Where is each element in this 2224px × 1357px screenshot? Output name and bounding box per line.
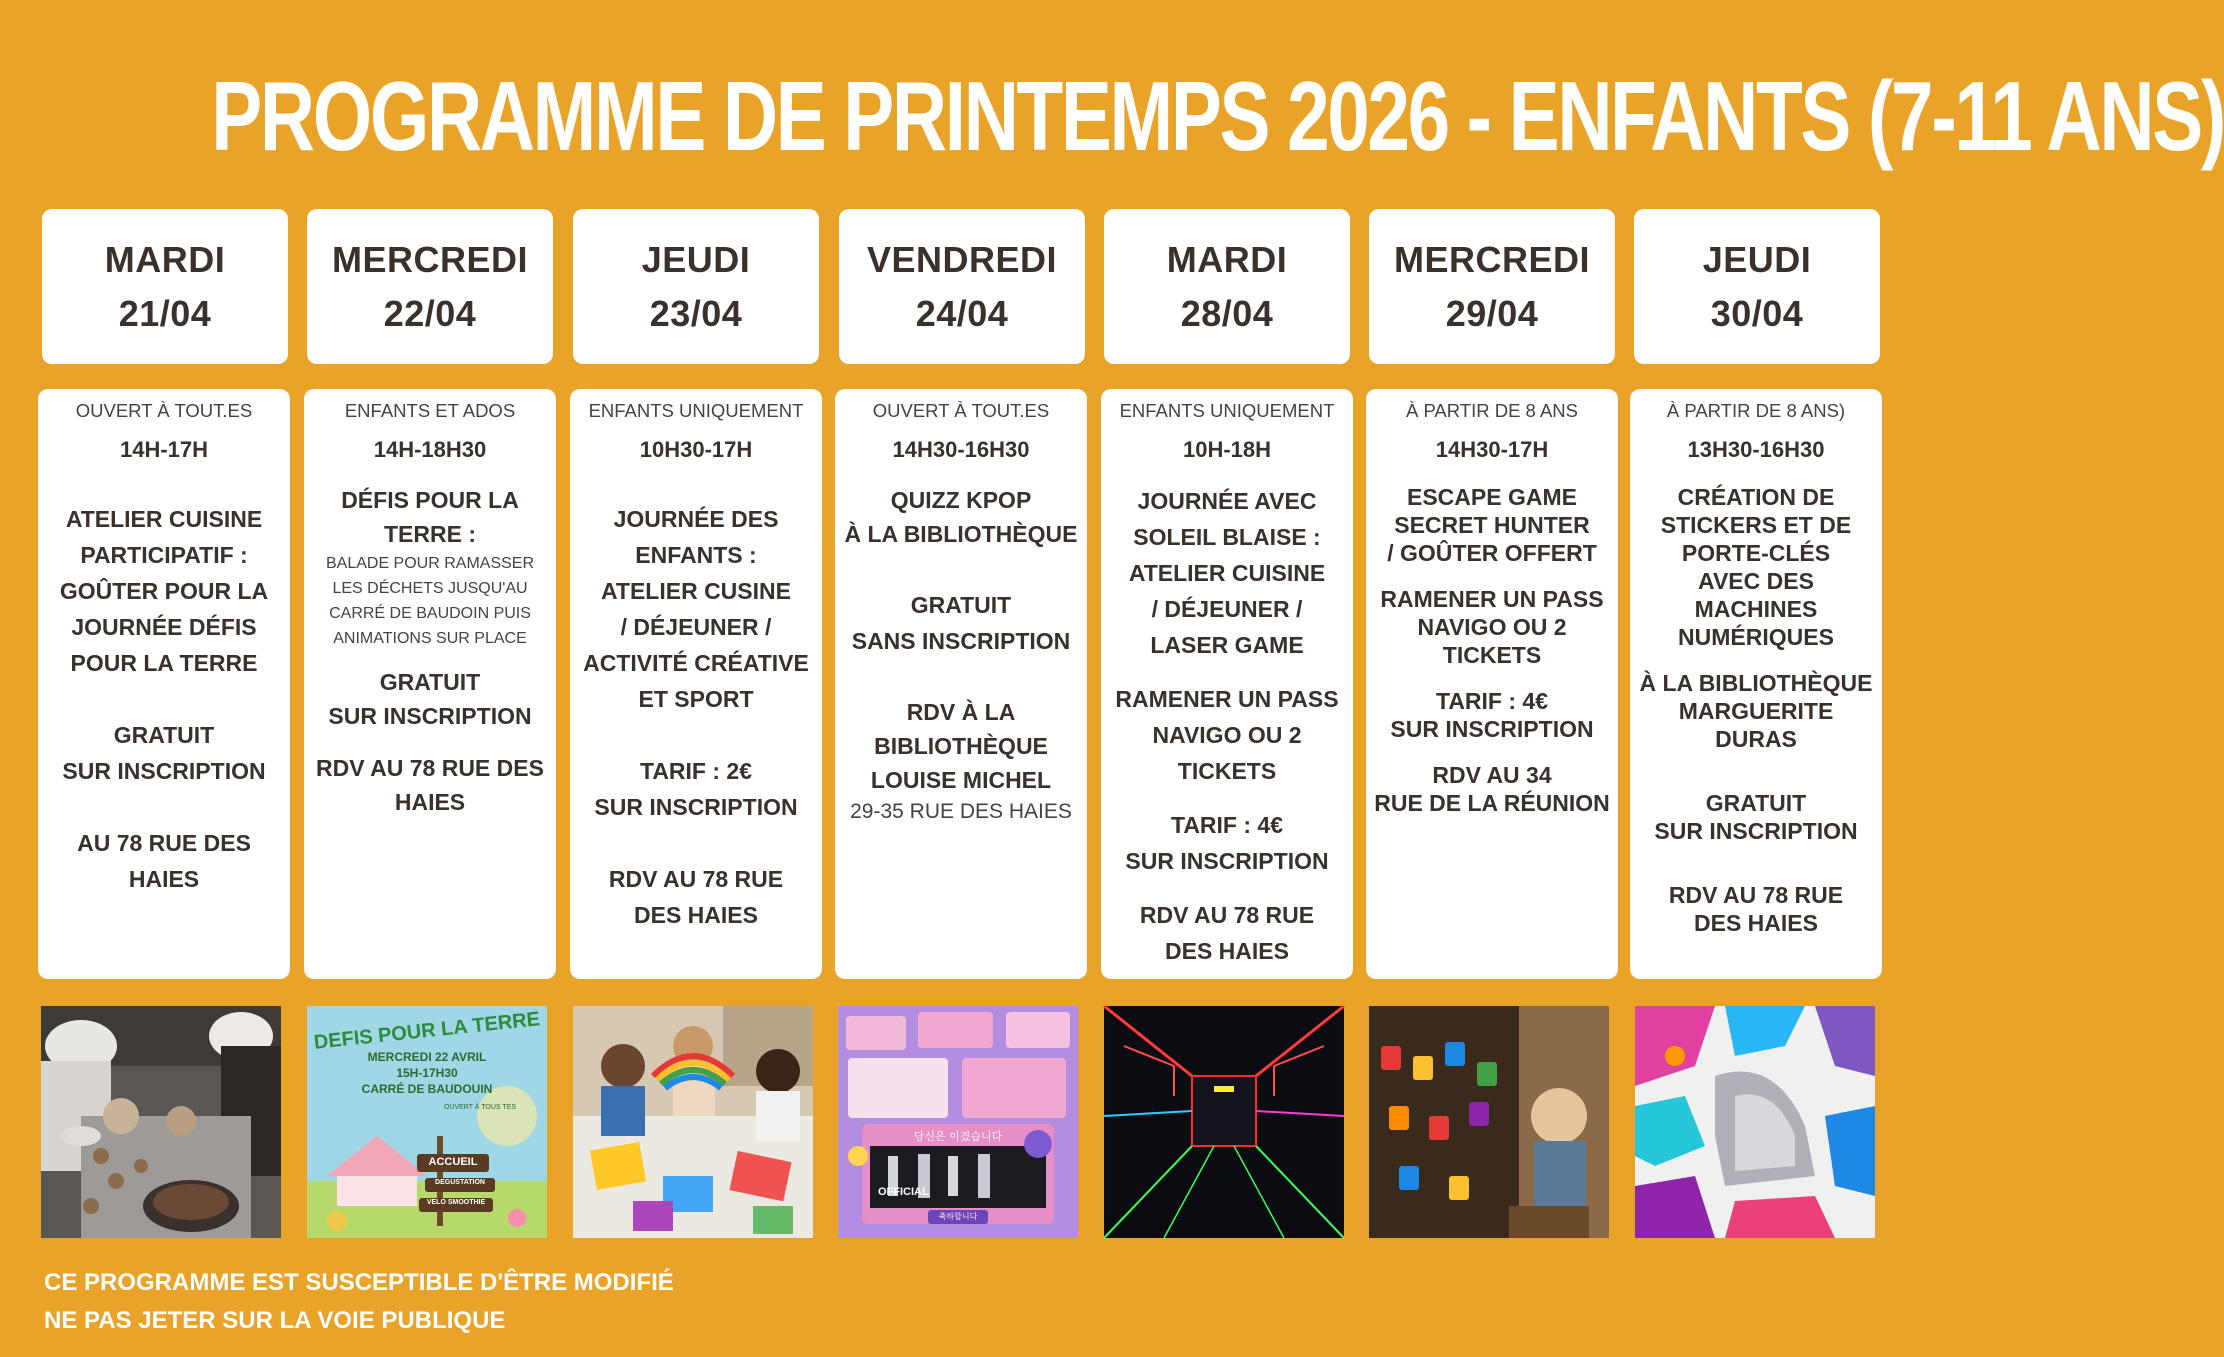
price-line: SUR INSCRIPTION bbox=[1390, 716, 1594, 742]
place-line: BIBLIOTHÈQUE bbox=[874, 733, 1048, 759]
details-line: CARRÉ DE BAUDOIN PUIS bbox=[329, 605, 531, 622]
event-time: 14H-18H30 bbox=[373, 437, 487, 462]
price-line: SUR INSCRIPTION bbox=[62, 758, 266, 784]
day-name: MARDI bbox=[1166, 238, 1288, 280]
price-line: SUR INSCRIPTION bbox=[1125, 848, 1329, 874]
day-header-5 bbox=[1104, 209, 1350, 364]
day-date: 29/04 bbox=[1445, 292, 1539, 334]
details-line: ANIMATIONS SUR PLACE bbox=[333, 630, 527, 647]
price-line: TARIF : 4€ bbox=[1435, 688, 1549, 714]
place-line: DES HAIES bbox=[1694, 910, 1818, 936]
footer-line-1: CE PROGRAMME EST SUSCEPTIBLE D'ÊTRE MODIFIÉ bbox=[44, 1269, 674, 1296]
event-card-2 bbox=[304, 389, 556, 979]
activity-line: POUR LA TERRE bbox=[70, 650, 258, 676]
place-line: HAIES bbox=[394, 789, 466, 815]
price-line: SUR INSCRIPTION bbox=[328, 703, 532, 729]
audience-label: OUVERT À TOUT.ES bbox=[75, 400, 253, 421]
activity-line: PORTE-CLÉS bbox=[1681, 540, 1831, 566]
price-line: SANS INSCRIPTION bbox=[851, 628, 1071, 654]
note-line: TICKETS bbox=[1442, 642, 1542, 668]
note-line: NAVIGO OU 2 bbox=[1152, 722, 1302, 748]
note-line: TICKETS bbox=[1177, 758, 1277, 784]
activity-line: ATELIER CUSINE bbox=[601, 578, 791, 604]
day-date: 22/04 bbox=[383, 292, 477, 334]
activity-line: JOURNÉE DÉFIS bbox=[71, 614, 257, 640]
photo-escape-game bbox=[1369, 1006, 1609, 1238]
audience-label: OUVERT À TOUT.ES bbox=[872, 400, 1050, 421]
poster-sign-smoothie: VELO SMOOTHIE bbox=[426, 1199, 486, 1206]
audience-label: ENFANTS UNIQUEMENT bbox=[588, 400, 804, 421]
activity-line: ATELIER CUISINE bbox=[1128, 560, 1326, 586]
place-line: RDV AU 78 RUE DES bbox=[316, 755, 544, 781]
event-time: 14H-17H bbox=[119, 437, 209, 462]
note-line: NAVIGO OU 2 bbox=[1417, 614, 1567, 640]
event-card-5 bbox=[1101, 389, 1353, 979]
page-title: PROGRAMME DE PRINTEMPS 2026 - ENFANTS (7-11 ANS) bbox=[211, 61, 2224, 171]
kpop-banner: 당신은 이겼습니다 bbox=[913, 1130, 1003, 1143]
activity-line: GOÛTER POUR LA bbox=[59, 578, 269, 604]
activity-line: JOURNÉE DES bbox=[613, 506, 779, 532]
price-line: SUR INSCRIPTION bbox=[1654, 818, 1858, 844]
activity-line: SOLEIL BLAISE : bbox=[1133, 524, 1321, 550]
day-date: 30/04 bbox=[1710, 292, 1804, 334]
place-line: RDV AU 78 RUE bbox=[608, 866, 784, 892]
activity-line: ESCAPE GAME bbox=[1407, 484, 1577, 510]
price-line: GRATUIT bbox=[379, 669, 481, 695]
details-line: LES DÉCHETS JUSQU'AU bbox=[332, 580, 528, 597]
day-header-7 bbox=[1634, 209, 1880, 364]
place-line: HAIES bbox=[128, 866, 200, 892]
day-header-6 bbox=[1369, 209, 1615, 364]
event-time: 10H30-17H bbox=[639, 437, 753, 462]
event-time: 14H30-17H bbox=[1435, 437, 1549, 462]
day-date: 24/04 bbox=[915, 292, 1009, 334]
price-line: GRATUIT bbox=[910, 592, 1012, 618]
audience-label: ENFANTS UNIQUEMENT bbox=[1119, 400, 1335, 421]
audience-label: À PARTIR DE 8 ANS bbox=[1405, 400, 1579, 421]
activity-line: AVEC DES bbox=[1698, 568, 1814, 594]
location-line: À LA BIBLIOTHÈQUE bbox=[1639, 670, 1873, 696]
price-line: SUR INSCRIPTION bbox=[594, 794, 798, 820]
poster-subtitle: OUVERT À TOUS TES bbox=[443, 1104, 517, 1111]
day-header-3 bbox=[573, 209, 819, 364]
location-line: MARGUERITE DURAS bbox=[1678, 698, 1834, 752]
event-time: 13H30-16H30 bbox=[1687, 437, 1825, 462]
poster-place: CARRÉ DE BAUDOUIN bbox=[361, 1082, 493, 1096]
place-line: RDV AU 78 RUE bbox=[1139, 902, 1315, 928]
poster-sign-accueil: ACCUEIL bbox=[428, 1156, 478, 1168]
activity-line: ET SPORT bbox=[638, 686, 754, 712]
day-name: JEUDI bbox=[1702, 238, 1812, 280]
photo-3d-printed-objects bbox=[1635, 1006, 1875, 1238]
day-header-4 bbox=[839, 209, 1085, 364]
place-line: RUE DE LA RÉUNION bbox=[1374, 790, 1610, 816]
day-name: VENDREDI bbox=[866, 238, 1058, 280]
kpop-button: 축하합니다 bbox=[928, 1210, 988, 1224]
photo-cooking-workshop bbox=[41, 1006, 281, 1238]
place-line: LOUISE MICHEL bbox=[870, 767, 1052, 793]
price-line: TARIF : 2€ bbox=[639, 758, 753, 784]
footer-line-2: NE PAS JETER SUR LA VOIE PUBLIQUE bbox=[44, 1307, 506, 1334]
place-line: AU 78 RUE DES bbox=[77, 830, 251, 856]
day-date: 21/04 bbox=[118, 292, 212, 334]
audience-label: ENFANTS ET ADOS bbox=[344, 400, 516, 421]
photo-laser-game bbox=[1104, 1006, 1344, 1238]
day-date: 23/04 bbox=[649, 292, 743, 334]
event-card-3 bbox=[570, 389, 822, 979]
details-line: BALADE POUR RAMASSER bbox=[325, 555, 535, 572]
price-line: TARIF : 4€ bbox=[1170, 812, 1284, 838]
activity-line: DÉFIS POUR LA bbox=[341, 487, 519, 513]
day-name: MERCREDI bbox=[1393, 238, 1590, 280]
activity-line: PARTICIPATIF : bbox=[80, 542, 248, 568]
poster-time: 15H-17H30 bbox=[396, 1066, 458, 1080]
event-card-4 bbox=[835, 389, 1087, 979]
activity-line: / DÉJEUNER / bbox=[620, 614, 772, 640]
activity-line: MACHINES bbox=[1694, 596, 1818, 622]
activity-line: QUIZZ KPOP bbox=[890, 487, 1032, 513]
photo-earth-challenge-poster bbox=[307, 1006, 547, 1238]
activity-line: CRÉATION DE bbox=[1677, 484, 1835, 510]
footer-notice bbox=[44, 1264, 674, 1340]
day-name: MERCREDI bbox=[331, 238, 528, 280]
place-line: DES HAIES bbox=[634, 902, 758, 928]
day-name: MARDI bbox=[104, 238, 226, 280]
event-card-1 bbox=[38, 389, 290, 979]
place-line: DES HAIES bbox=[1165, 938, 1289, 964]
note-line: RAMENER UN PASS bbox=[1380, 586, 1604, 612]
day-header-2 bbox=[307, 209, 553, 364]
event-time: 10H-18H bbox=[1182, 437, 1272, 462]
event-time: 14H30-16H30 bbox=[892, 437, 1030, 462]
photo-kids-crafting bbox=[573, 1006, 813, 1238]
price-line: GRATUIT bbox=[1705, 790, 1807, 816]
note-line: RAMENER UN PASS bbox=[1115, 686, 1339, 712]
activity-line: SECRET HUNTER bbox=[1394, 512, 1590, 538]
activity-line: / DÉJEUNER / bbox=[1151, 596, 1303, 622]
place-line: RDV AU 78 RUE bbox=[1668, 882, 1844, 908]
activity-line: ENFANTS : bbox=[635, 542, 757, 568]
activity-line: ACTIVITÉ CRÉATIVE bbox=[583, 650, 809, 676]
audience-label: À PARTIR DE 8 ANS) bbox=[1666, 400, 1846, 421]
poster-sign-tasting: DEGUSTATION bbox=[435, 1179, 485, 1186]
event-card-6 bbox=[1366, 389, 1618, 979]
activity-line: / GOÛTER OFFERT bbox=[1387, 540, 1597, 566]
place-line: RDV À LA bbox=[906, 699, 1016, 725]
address-line: 29-35 RUE DES HAIES bbox=[850, 800, 1072, 823]
activity-line: STICKERS ET DE bbox=[1660, 512, 1852, 538]
event-card-7 bbox=[1630, 389, 1882, 979]
price-line: GRATUIT bbox=[113, 722, 215, 748]
activity-line: LASER GAME bbox=[1150, 632, 1304, 658]
poster-date: MERCREDI 22 AVRIL bbox=[367, 1050, 487, 1064]
day-date: 28/04 bbox=[1180, 292, 1274, 334]
place-line: RDV AU 34 bbox=[1432, 762, 1552, 788]
activity-line: TERRE : bbox=[384, 521, 476, 547]
activity-line: NUMÉRIQUES bbox=[1678, 624, 1834, 650]
poster-title: DEFIS POUR LA TERRE bbox=[312, 1008, 542, 1054]
kpop-label: OFFICIAL bbox=[878, 1186, 929, 1198]
day-name: JEUDI bbox=[641, 238, 751, 280]
photo-kpop-quiz bbox=[838, 1006, 1078, 1238]
activity-line: À LA BIBLIOTHÈQUE bbox=[844, 521, 1078, 547]
activity-line: JOURNÉE AVEC bbox=[1137, 488, 1317, 514]
activity-line: ATELIER CUISINE bbox=[65, 506, 263, 532]
day-header-1 bbox=[42, 209, 288, 364]
